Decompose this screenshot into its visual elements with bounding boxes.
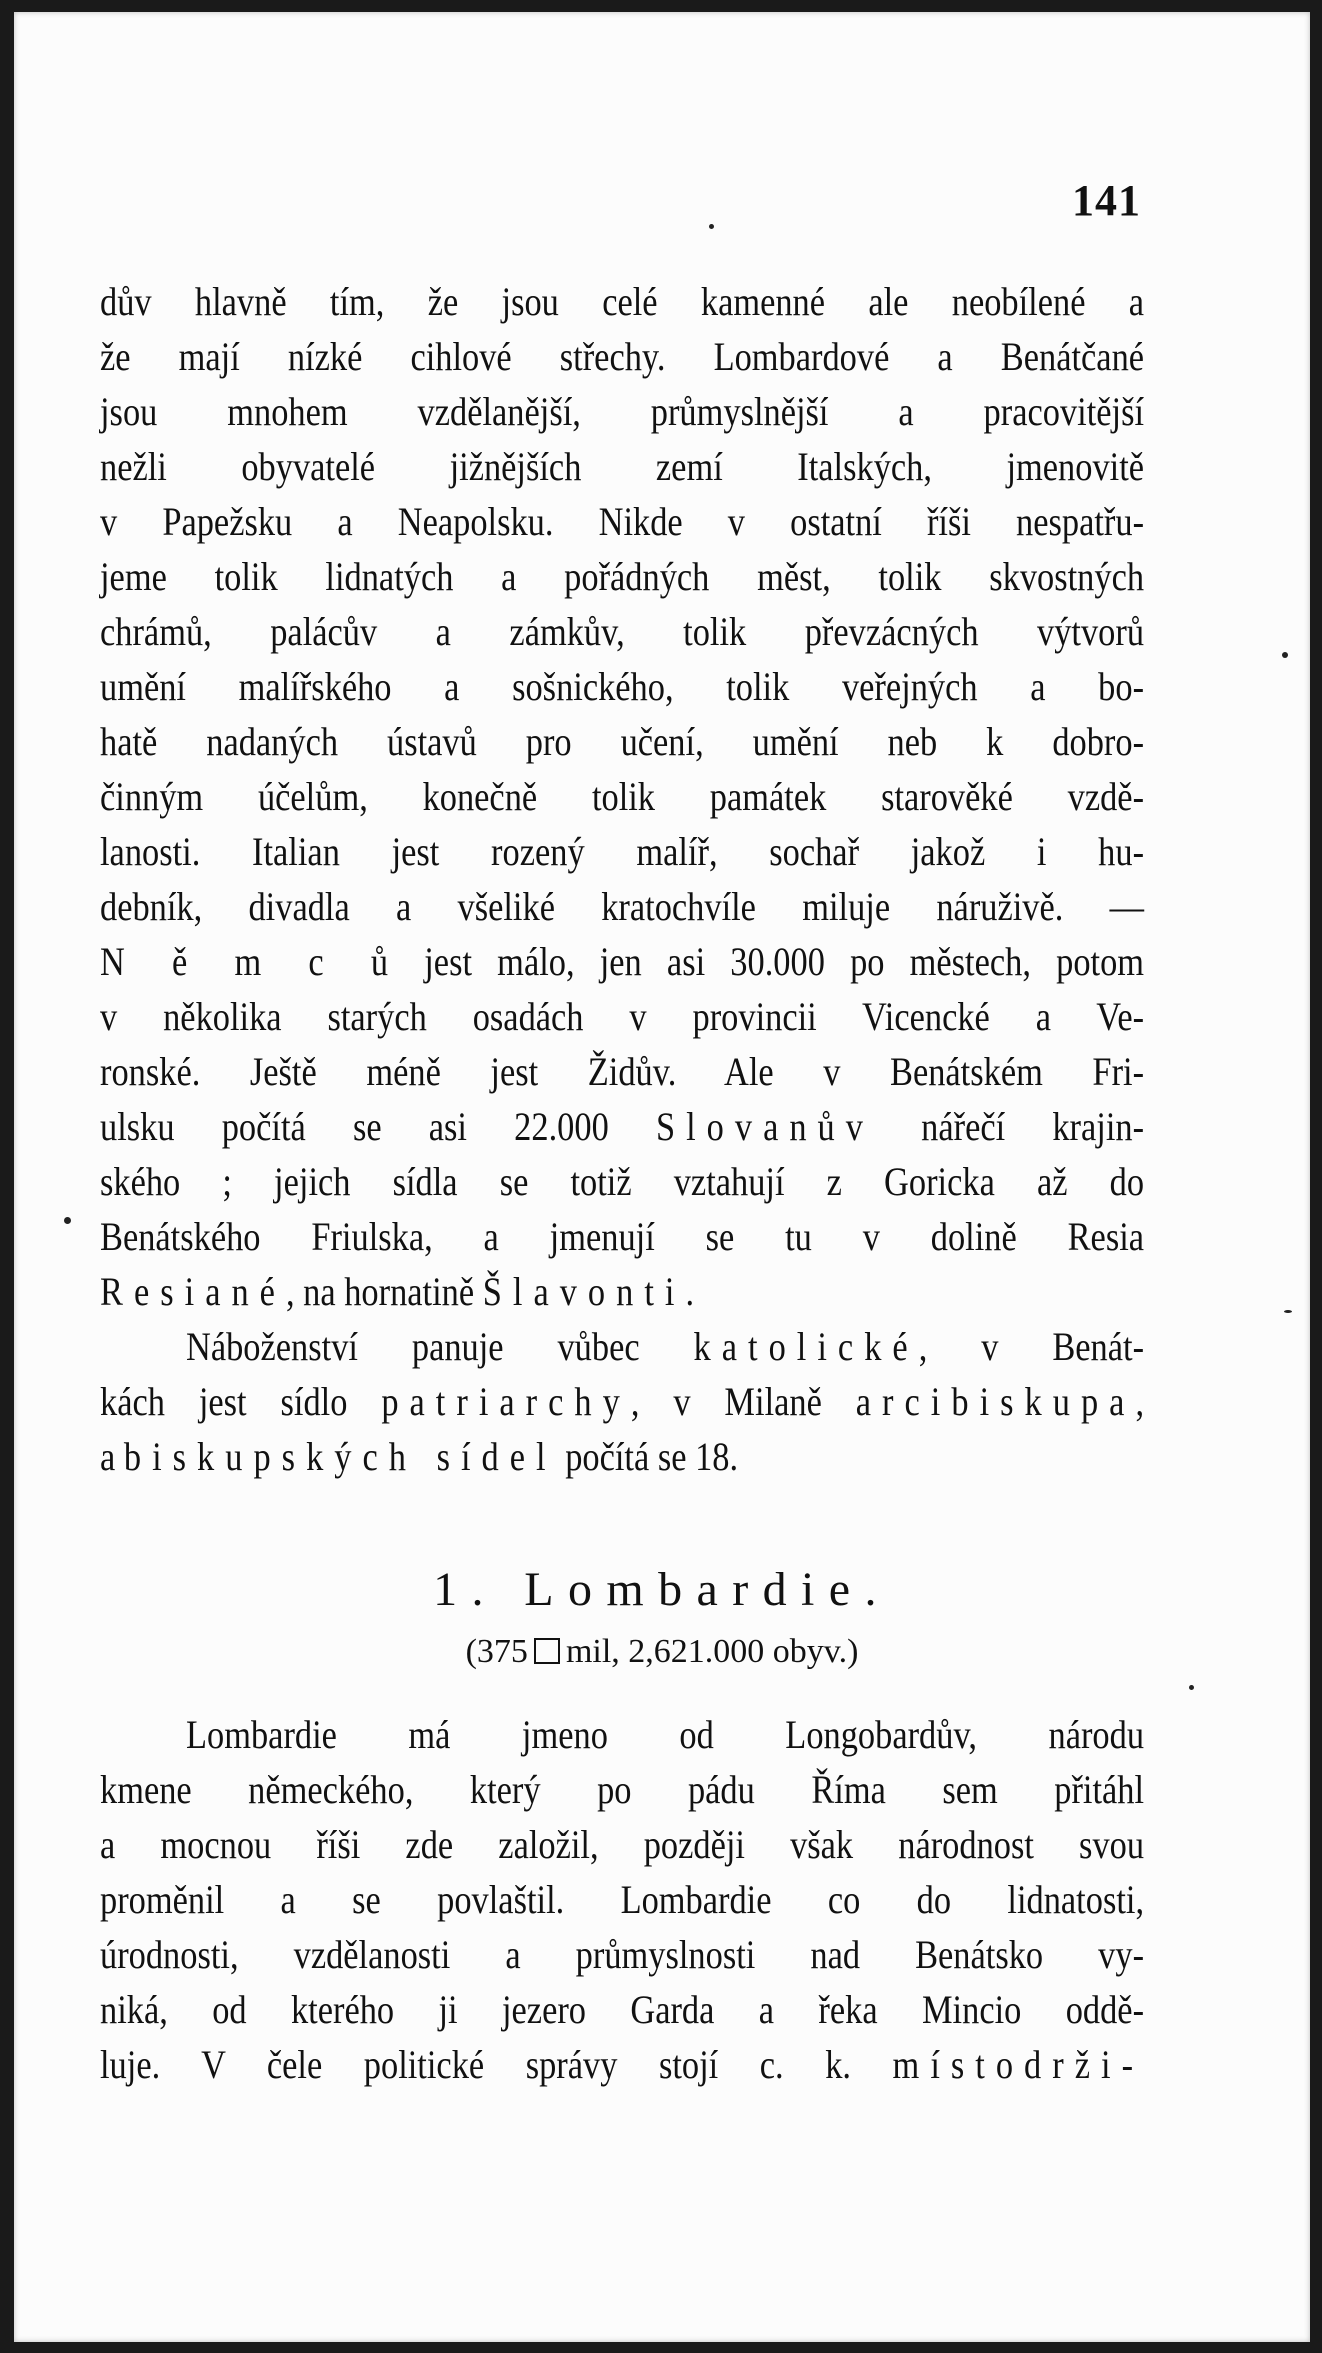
text-line: Benátského Friulska, a jmenují se tu v dolině Resia <box>100 1214 1145 1259</box>
text-line: chrámů, palácův a zámkův, tolik převzácných výtvorů <box>100 609 1145 654</box>
text-run: luje. V čele politické správy stojí c. k. <box>100 2042 893 2087</box>
text-run: a <box>100 1434 124 1479</box>
text-line: nežli obyvatelé jižnějších zemí Italských, jmenovitě <box>100 444 1145 489</box>
text-line: hatě nadaných ústavů pro učení, umění neb k dobro- <box>100 719 1145 764</box>
text-line: úrodnosti, vzdělanosti a průmyslnosti nad Benátsko vy- <box>100 1932 1145 1977</box>
text-line <box>186 1319 1144 1374</box>
section-subtitle <box>14 1629 1310 1675</box>
text-line: jeme tolik lidnatých a pořádných měst, tolik skvostných <box>100 554 1145 599</box>
text-run: , v Milaně <box>630 1379 856 1424</box>
text-line: Lombardie má jmeno od Longobardův, národu <box>186 1712 1145 1757</box>
text-run: Náboženství panuje vůbec <box>186 1324 694 1369</box>
text-line: dův hlavně tím, že jsou celé kamenné ale neobílené a <box>100 279 1145 324</box>
text-run: kách jest sídlo <box>100 1379 382 1424</box>
scan-speck <box>64 1217 71 1224</box>
text-line: ského ; jejich sídla se totiž vztahují z Goricka až do <box>100 1159 1145 1204</box>
scan-speck <box>1282 652 1288 658</box>
text-line: jsou mnohem vzdělanější, průmyslnější a pracovitější <box>100 389 1145 434</box>
emphasis: místodrži- <box>892 2042 1145 2087</box>
text-line <box>100 934 1144 989</box>
text-line <box>100 1264 1144 1319</box>
scan-speck <box>1284 1310 1292 1313</box>
page-number: 141 <box>1072 176 1141 225</box>
text-line: činným účelům, konečně tolik památek starověké vzdě- <box>100 774 1145 819</box>
text-run: . <box>685 1269 695 1314</box>
emphasis: Šlavonti <box>482 1269 686 1314</box>
emphasis: Slovanův <box>655 1104 874 1149</box>
text-line: že mají nízké cihlové střechy. Lombardové a Benátčané <box>100 334 1145 379</box>
emphasis: Resiané <box>100 1269 286 1314</box>
text-line <box>100 2037 1144 2092</box>
emphasis: patriarchy <box>381 1379 631 1424</box>
text-run: , v Benát- <box>918 1324 1145 1369</box>
text-line: proměnil a se povlaštil. Lombardie co do lidnatosti, <box>100 1877 1145 1922</box>
emphasis: biskupských sídel <box>123 1434 557 1479</box>
text-line: umění malířského a sošnického, tolik veřejných a bo- <box>100 664 1145 709</box>
emphasis: arcibiskupa <box>855 1379 1136 1424</box>
emphasis: katolické <box>693 1324 919 1369</box>
text-line: ronské. Ještě méně jest Židův. Ale v Benátském Fri- <box>100 1049 1145 1094</box>
subtitle-population: mil, 2,621.000 obyv.) <box>565 1633 859 1670</box>
section-title: 1. Lombardie. <box>433 1563 891 1616</box>
text-line: niká, od kterého ji jezero Garda a řeka Mincio oddě- <box>100 1987 1145 2032</box>
text-run: jest málo, jen asi 30.000 po městech, potom <box>399 939 1145 984</box>
text-run: , <box>1135 1379 1145 1424</box>
text-line: a mocnou říši zde založil, později však národnost svou <box>100 1822 1145 1867</box>
scan-speck <box>1189 1685 1194 1690</box>
text-run: , na hornatině <box>285 1269 483 1314</box>
text-run: ulsku počítá se asi 22.000 <box>100 1104 656 1149</box>
text-line: kmene německého, který po pádu Říma sem přitáhl <box>100 1767 1145 1812</box>
text-run: počítá se 18. <box>556 1434 739 1479</box>
text-line: debník, divadla a všeliké kratochvíle miluje náruživě. — <box>100 884 1145 929</box>
text-line <box>100 1099 1144 1154</box>
scan-speck <box>709 224 714 229</box>
text-line: v několika starých osadách v provincii Vicencké a Ve- <box>100 994 1145 1039</box>
subtitle-area: (375 <box>465 1633 528 1670</box>
text-line <box>100 1374 1144 1429</box>
emphasis: N ě m c ů <box>100 939 400 984</box>
text-run: nářečí krajin- <box>873 1104 1145 1149</box>
book-page <box>14 12 1310 2342</box>
text-line: lanosti. Italian jest rozený malíř, sochař jakož i hu- <box>100 829 1145 874</box>
text-line <box>100 1429 1144 1484</box>
square-mile-symbol-icon <box>534 1638 560 1664</box>
text-line: v Papežsku a Neapolsku. Nikde v ostatní říši nespatřu- <box>100 499 1145 544</box>
